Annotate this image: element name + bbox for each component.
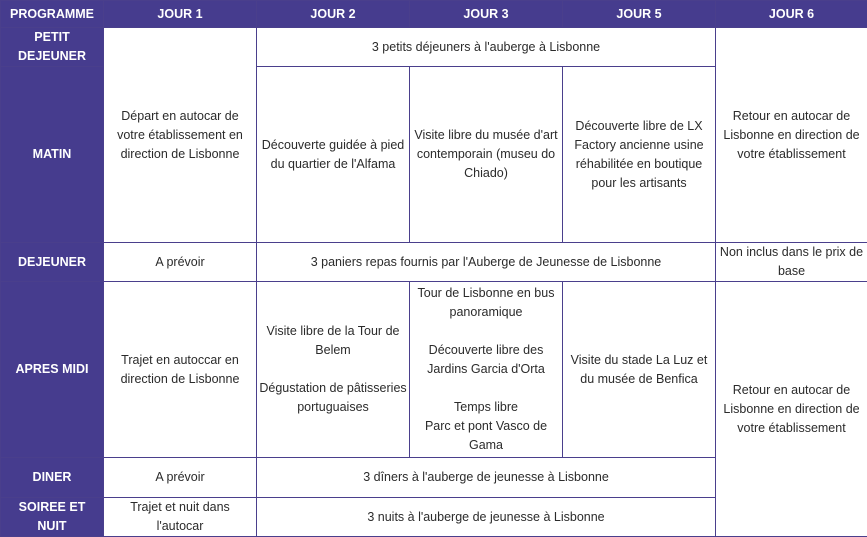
cell-dejeuner-jours-2-5: 3 paniers repas fournis par l'Auberge de Jeunesse de Lisbonne: [257, 243, 716, 282]
cell-apres-midi-jour-5: Visite du stade La Luz et du musée de Benfica: [563, 282, 716, 458]
row-label-soiree: SOIREE ET NUIT: [1, 498, 104, 537]
cell-apres-midi-jour-6: Retour en autocar de Lisbonne en direction de votre établissement: [716, 282, 867, 537]
cell-matin-jour-6: Retour en autocar de Lisbonne en direction de votre établissement: [716, 28, 867, 243]
activity-tour-de-belem: Visite libre de la Tour de Belem: [259, 322, 407, 360]
cell-apres-midi-jour-1: Trajet en autoccar en direction de Lisbonne: [104, 282, 257, 458]
cell-matin-jour-2: Découverte guidée à pied du quartier de l'Alfama: [257, 67, 410, 243]
cell-matin-jour-5: Découverte libre de LX Factory ancienne usine réhabilitée en boutique pour les artisants: [563, 67, 716, 243]
header-row: [1, 1, 867, 28]
cell-diner-jour-1: A prévoir: [104, 458, 257, 498]
row-label-dejeuner: DEJEUNER: [1, 243, 104, 282]
spacer: [412, 379, 560, 398]
header-jour-3: JOUR 3: [410, 1, 563, 28]
row-label-petit-dejeuner: PETIT DEJEUNER: [1, 28, 104, 67]
cell-matin-jour-3: Visite libre du musée d'art contemporain (museu do Chiado): [410, 67, 563, 243]
cell-soiree-jours-2-5: 3 nuits à l'auberge de jeunesse à Lisbonne: [257, 498, 716, 537]
cell-soiree-jour-1: Trajet et nuit dans l'autocar: [104, 498, 257, 537]
header-jour-6: JOUR 6: [716, 1, 867, 28]
header-jour-2: JOUR 2: [257, 1, 410, 28]
activity-bus-panoramique: Tour de Lisbonne en bus panoramique: [412, 284, 560, 322]
row-label-matin: MATIN: [1, 67, 104, 243]
cell-matin-jour-1: Départ en autocar de votre établissement en direction de Lisbonne: [104, 28, 257, 243]
row-label-apres-midi: APRES MIDI: [1, 282, 104, 458]
header-jour-5: JOUR 5: [563, 1, 716, 28]
activity-vasco-de-gama: Parc et pont Vasco de Gama: [412, 417, 560, 455]
activity-degustation: Dégustation de pâtisseries portuguaises: [259, 379, 407, 417]
header-programme: PROGRAMME: [1, 1, 104, 28]
cell-apres-midi-jour-3: [410, 282, 563, 458]
row-dejeuner: [1, 243, 867, 282]
activity-temps-libre: Temps libre: [412, 398, 560, 417]
cell-dejeuner-jour-1: A prévoir: [104, 243, 257, 282]
cell-apres-midi-jour-2: [257, 282, 410, 458]
row-petit-dejeuner: [1, 28, 867, 67]
cell-dejeuner-jour-6: Non inclus dans le prix de base: [716, 243, 867, 282]
spacer: [412, 322, 560, 341]
cell-diner-jours-2-5: 3 dîners à l'auberge de jeunesse à Lisbonne: [257, 458, 716, 498]
row-apres-midi: [1, 282, 867, 458]
spacer: [259, 360, 407, 379]
cell-petit-dejeuner-jours-2-5: 3 petits déjeuners à l'auberge à Lisbonne: [257, 28, 716, 67]
row-label-diner: DINER: [1, 458, 104, 498]
header-jour-1: JOUR 1: [104, 1, 257, 28]
activity-jardins-garcia: Découverte libre des Jardins Garcia d'Orta: [412, 341, 560, 379]
